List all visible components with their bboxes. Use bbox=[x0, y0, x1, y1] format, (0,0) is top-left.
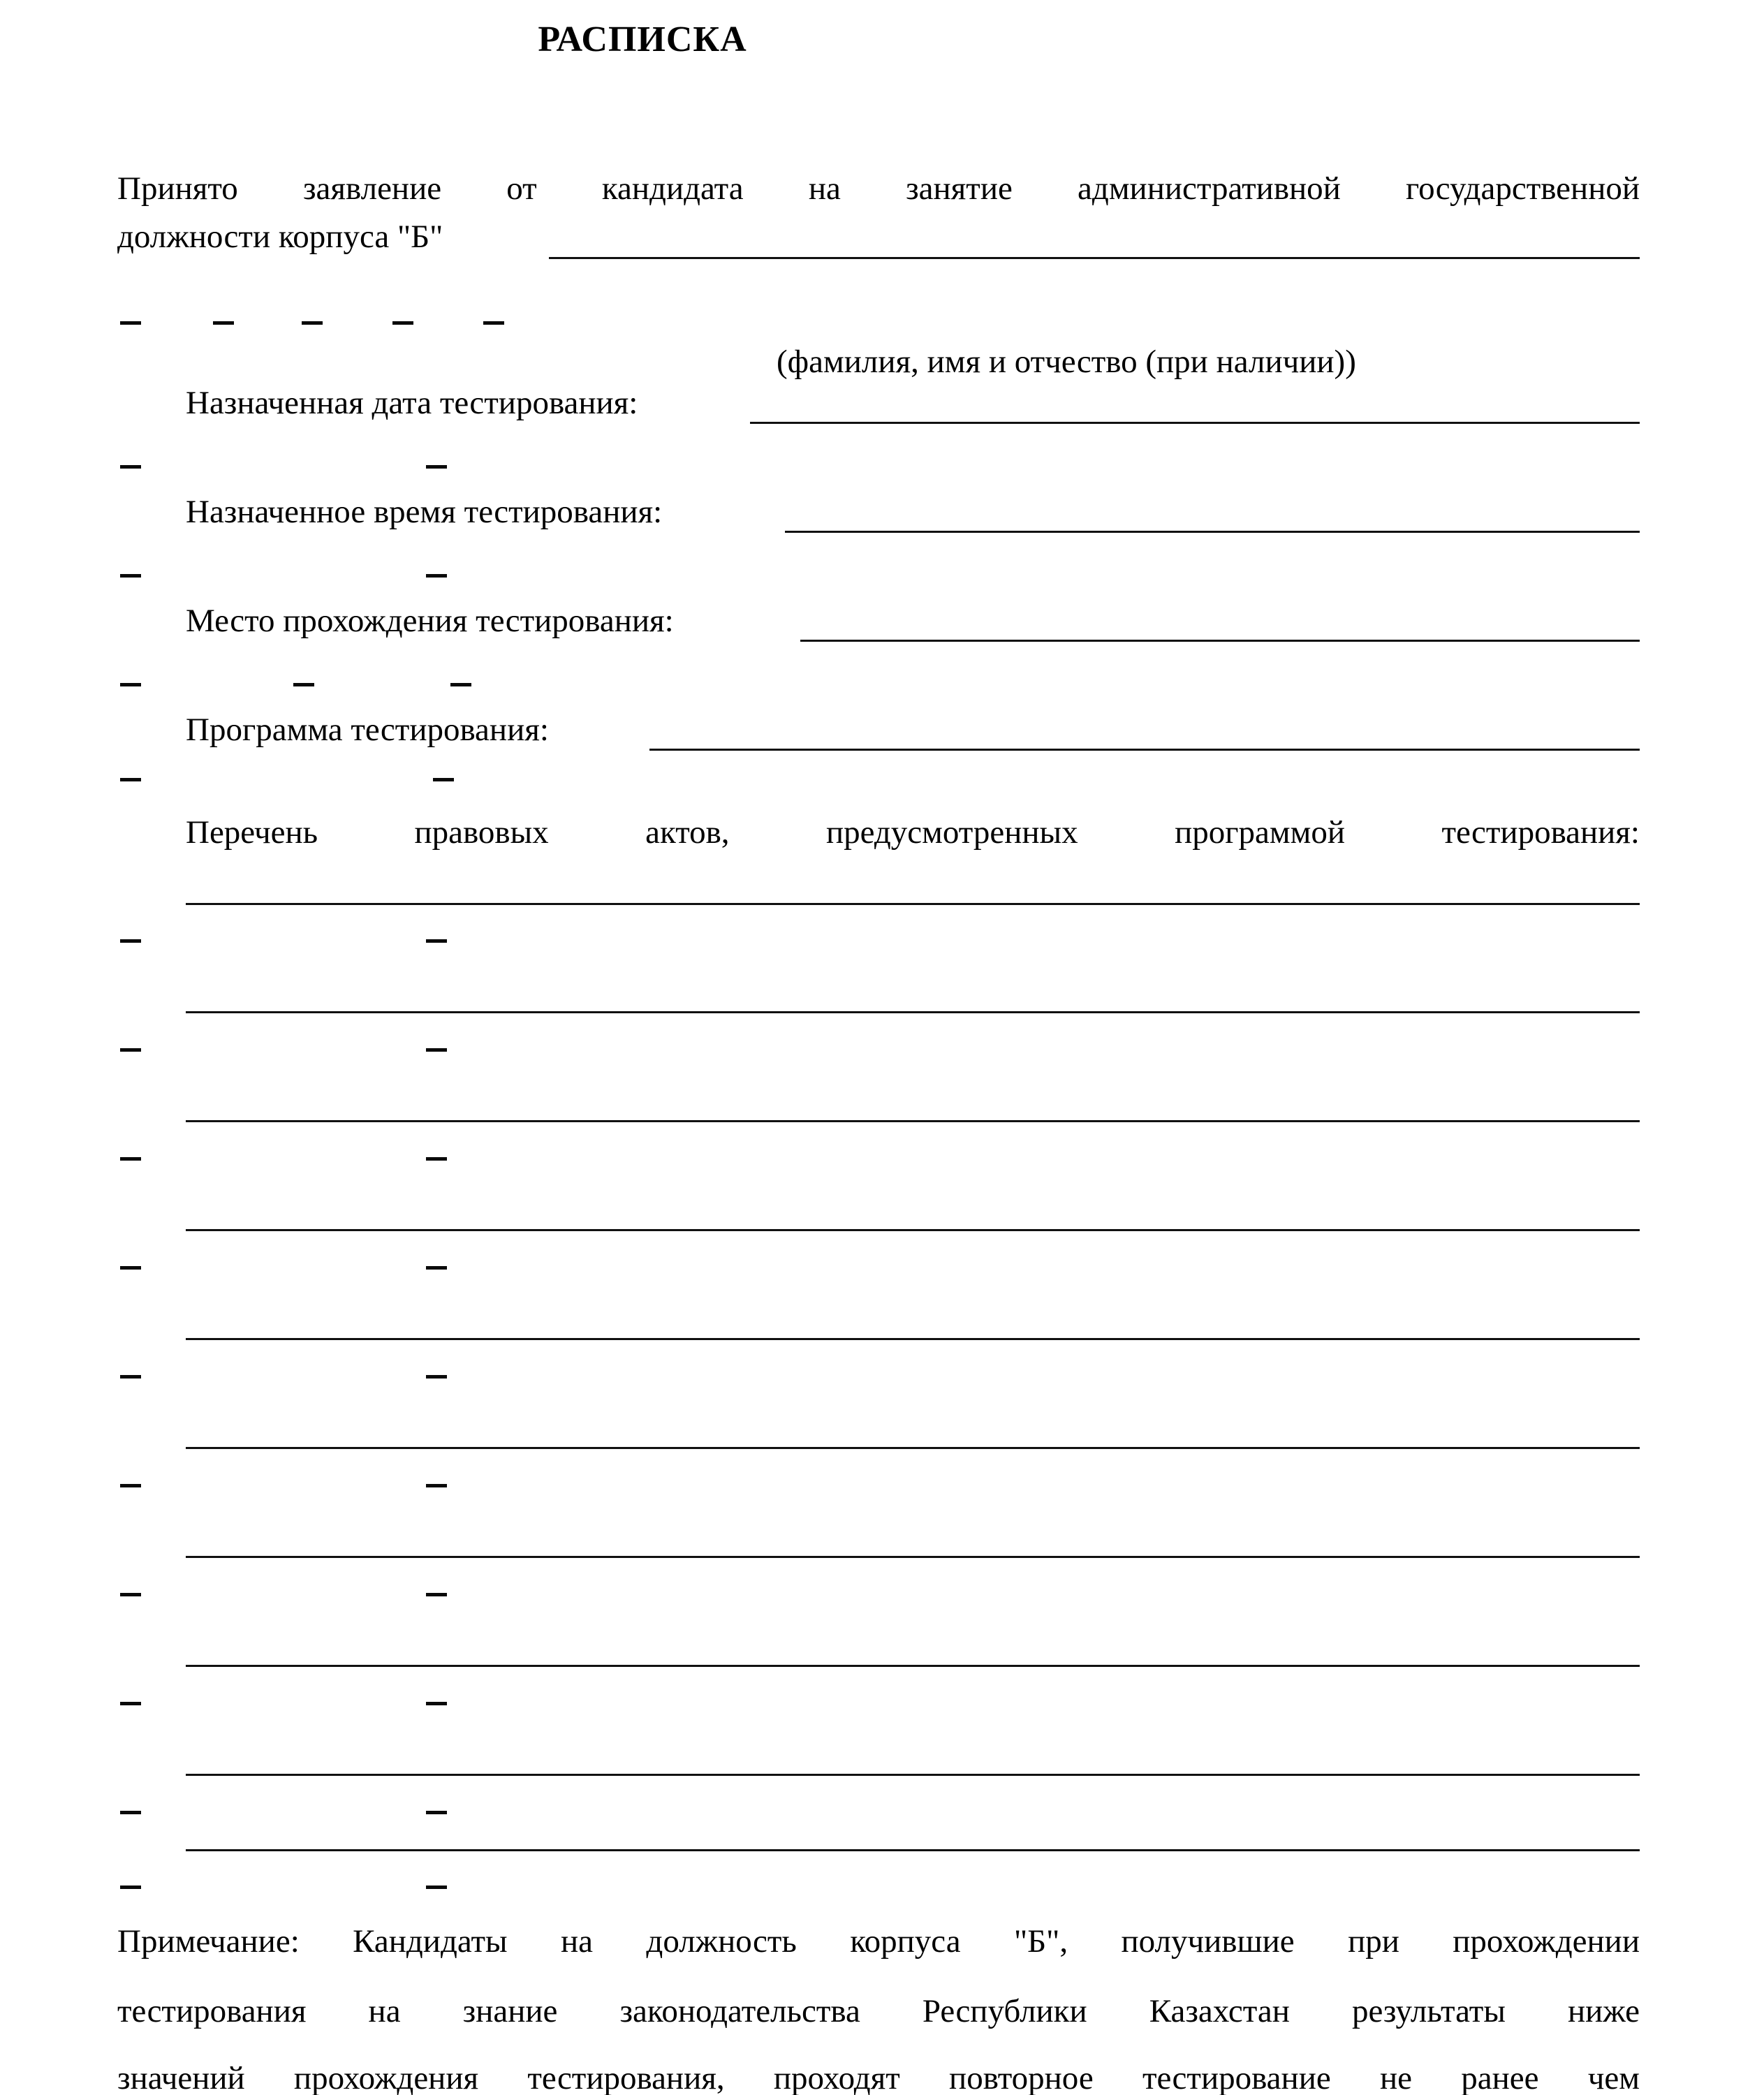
dash-marker bbox=[293, 683, 314, 686]
legal-act-blank-line[interactable] bbox=[186, 1229, 1640, 1231]
dash-marker bbox=[426, 574, 447, 578]
legal-act-blank-line[interactable] bbox=[186, 1120, 1640, 1122]
legal-act-blank-line[interactable] bbox=[186, 1556, 1640, 1558]
dash-marker bbox=[302, 321, 323, 325]
dash-marker bbox=[433, 778, 454, 781]
field-test-place-label-row bbox=[186, 599, 674, 642]
fio-caption bbox=[777, 335, 1639, 388]
dash-marker bbox=[120, 683, 141, 686]
dash-marker bbox=[120, 574, 141, 578]
dash-marker bbox=[120, 939, 141, 943]
dash-marker bbox=[120, 1484, 141, 1487]
note-line-2-text: тестирования на знание законодательства Республики Казахстан результаты ниже bbox=[117, 1993, 1640, 2029]
field-test-place-label: Место прохождения тестирования: bbox=[186, 603, 674, 639]
dash-marker bbox=[120, 1157, 141, 1161]
dash-marker bbox=[426, 1593, 447, 1596]
legal-act-blank-line[interactable] bbox=[186, 1774, 1640, 1776]
dash-marker bbox=[120, 321, 141, 325]
legal-acts-list-heading bbox=[186, 806, 1640, 859]
fio-caption-text: (фамилия, имя и отчество (при наличии)) bbox=[777, 344, 1356, 380]
field-test-program-label-row bbox=[186, 708, 549, 751]
dash-marker bbox=[426, 1375, 447, 1379]
field-appointed-time-input[interactable] bbox=[785, 531, 1640, 533]
dash-marker bbox=[120, 1702, 141, 1705]
dash-marker bbox=[120, 778, 141, 781]
dash-marker bbox=[426, 1702, 447, 1705]
legal-act-blank-line[interactable] bbox=[186, 1011, 1640, 1013]
field-test-place-input[interactable] bbox=[800, 640, 1640, 642]
intro-text: Принято заявление от кандидата на занятие административной государственной bbox=[117, 170, 1640, 207]
field-appointed-date-input[interactable] bbox=[750, 422, 1640, 424]
dash-marker bbox=[120, 1593, 141, 1596]
intro-paragraph-line1 bbox=[117, 162, 1640, 215]
dash-marker bbox=[120, 465, 141, 469]
field-appointed-date-label-row bbox=[186, 381, 638, 425]
legal-acts-list-heading-text: Перечень правовых актов, предусмотренных программой тестирования: bbox=[186, 814, 1640, 851]
field-appointed-time-label-row bbox=[186, 490, 662, 534]
dash-marker bbox=[120, 1048, 141, 1052]
dash-marker bbox=[426, 939, 447, 943]
dash-marker bbox=[213, 321, 234, 325]
field-test-program-label: Программа тестирования: bbox=[186, 712, 549, 748]
corpus-b-label: должности корпуса "Б" bbox=[117, 219, 443, 255]
legal-act-blank-line[interactable] bbox=[186, 1665, 1640, 1667]
dash-marker bbox=[426, 1484, 447, 1487]
dash-marker bbox=[450, 683, 471, 686]
field-test-program-input[interactable] bbox=[649, 749, 1640, 751]
dash-marker bbox=[426, 1266, 447, 1270]
legal-act-blank-line[interactable] bbox=[186, 1447, 1640, 1449]
dash-marker bbox=[120, 1375, 141, 1379]
dash-marker bbox=[120, 1811, 141, 1814]
dash-marker bbox=[483, 321, 504, 325]
note-line-2 bbox=[117, 1985, 1640, 2038]
dash-marker bbox=[426, 1048, 447, 1052]
note-line-1-text: Примечание: Кандидаты на должность корпуса "Б", получившие при прохождении bbox=[117, 1923, 1640, 1960]
dash-marker bbox=[426, 1157, 447, 1161]
dash-marker bbox=[426, 1811, 447, 1814]
dash-marker bbox=[426, 465, 447, 469]
dash-marker bbox=[120, 1266, 141, 1270]
field-appointed-time-label: Назначенное время тестирования: bbox=[186, 494, 663, 530]
dash-marker bbox=[120, 1886, 141, 1889]
field-appointed-date-label: Назначенная дата тестирования: bbox=[186, 385, 638, 421]
legal-act-blank-line[interactable] bbox=[186, 1849, 1640, 1851]
corpus-b-label-row bbox=[117, 215, 443, 258]
dash-marker bbox=[426, 1886, 447, 1889]
fio-fill-rule[interactable] bbox=[549, 257, 1640, 259]
legal-act-blank-line[interactable] bbox=[186, 903, 1640, 905]
note-line-3 bbox=[117, 2052, 1640, 2095]
legal-act-blank-line[interactable] bbox=[186, 1338, 1640, 1340]
page-title: РАСПИСКА bbox=[538, 20, 747, 59]
note-line-3-text: значений прохождения тестирования, проходят повторное тестирование не ранее чем bbox=[117, 2060, 1640, 2095]
dash-marker bbox=[392, 321, 413, 325]
note-line-1 bbox=[117, 1915, 1640, 1968]
